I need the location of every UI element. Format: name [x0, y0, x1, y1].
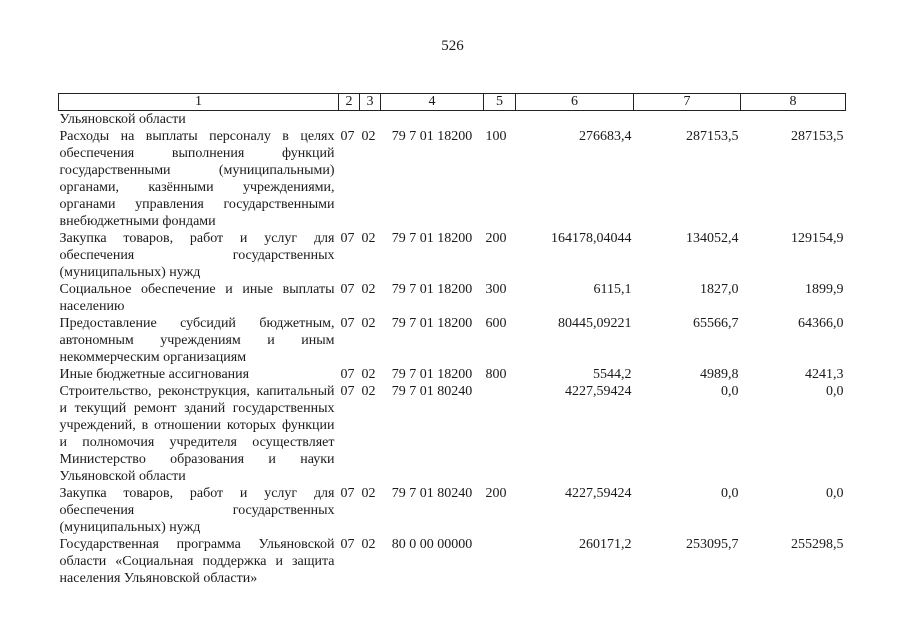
- table-row: [59, 536, 846, 587]
- row-value-col7: 287153,5: [686, 129, 739, 144]
- row-section: 07: [340, 486, 355, 501]
- row-value-col8: 0,0: [826, 486, 844, 501]
- row-value-col6: 164178,04044: [551, 231, 632, 246]
- row-name: Иные бюджетные ассигнования: [59, 367, 250, 382]
- row-name: Ульяновской области: [59, 112, 186, 127]
- row-name: Предоставление субсидий бюджетным, автономным учреждениям и иным некоммерческим организациям: [59, 316, 335, 365]
- row-value-col7: 1827,0: [700, 282, 739, 297]
- row-expense-type: 100: [485, 129, 507, 144]
- row-subsection: 02: [361, 537, 376, 552]
- row-value-col6: 80445,09221: [558, 316, 632, 331]
- column-header-4: 4: [381, 94, 484, 111]
- row-subsection: 02: [361, 282, 376, 297]
- row-value-col6: 6115,1: [593, 282, 632, 297]
- budget-table: [58, 93, 846, 587]
- row-target-article: 79 7 01 80240: [391, 384, 473, 399]
- row-target-article: 79 7 01 18200: [391, 129, 473, 144]
- table-row: [59, 315, 846, 366]
- row-name: Социальное обеспечение и иные выплаты населению: [59, 282, 335, 314]
- row-subsection: 02: [361, 129, 376, 144]
- row-value-col8: 287153,5: [791, 129, 844, 144]
- table-row: [59, 366, 846, 383]
- row-value-col7: 0,0: [721, 384, 739, 399]
- row-value-col6: 260171,2: [579, 537, 632, 552]
- row-value-col7: 134052,4: [686, 231, 739, 246]
- column-header-8: 8: [741, 94, 846, 111]
- row-expense-type: [484, 111, 516, 129]
- row-name: Расходы на выплаты персоналу в целях обеспечения выполнения функций государственными (муниципальными) органами, казёнными учреждениями, органами управления государственными внебюджетными фондами: [59, 129, 335, 229]
- table-row: [59, 111, 846, 129]
- row-target-article: [381, 111, 484, 129]
- row-section: 07: [340, 231, 355, 246]
- row-expense-type: 200: [485, 486, 507, 501]
- row-subsection: 02: [361, 316, 376, 331]
- column-header-6: 6: [516, 94, 634, 111]
- row-target-article: 79 7 01 18200: [391, 316, 473, 331]
- row-subsection: [360, 111, 381, 129]
- column-header-1: 1: [59, 94, 339, 111]
- table-row: [59, 485, 846, 536]
- row-expense-type: 800: [485, 367, 507, 382]
- row-target-article: 79 7 01 18200: [391, 367, 473, 382]
- table-row: [59, 281, 846, 315]
- row-name: Закупка товаров, работ и услуг для обеспечения государственных (муниципальных) нужд: [59, 486, 335, 535]
- row-expense-type: [484, 383, 516, 485]
- row-section: [339, 111, 360, 129]
- row-subsection: 02: [361, 384, 376, 399]
- column-header-7: 7: [634, 94, 741, 111]
- column-header-3: 3: [360, 94, 381, 111]
- row-section: 07: [340, 129, 355, 144]
- row-value-col8: 129154,9: [791, 231, 844, 246]
- row-subsection: 02: [361, 231, 376, 246]
- row-section: 07: [340, 384, 355, 399]
- row-section: 07: [340, 316, 355, 331]
- row-value-col6: [516, 111, 634, 129]
- row-expense-type: [484, 536, 516, 587]
- row-subsection: 02: [361, 486, 376, 501]
- column-header-5: 5: [484, 94, 516, 111]
- column-header-2: 2: [339, 94, 360, 111]
- row-value-col6: 5544,2: [593, 367, 632, 382]
- row-value-col7: 253095,7: [686, 537, 739, 552]
- row-value-col6: 4227,59424: [565, 486, 632, 501]
- row-value-col8: 64366,0: [798, 316, 844, 331]
- row-target-article: 79 7 01 18200: [391, 282, 473, 297]
- row-value-col8: 4241,3: [805, 367, 844, 382]
- row-name: Строительство, реконструкция, капитальный и текущий ремонт зданий государственных учреждений, в отношении которых функции и полномочия учредителя осуществляет Министерство образования и науки Ульяновской области: [59, 384, 335, 484]
- table-row: [59, 128, 846, 230]
- table-row: [59, 383, 846, 485]
- row-name: Государственная программа Ульяновской области «Социальная поддержка и защита населения Ульяновской области»: [59, 537, 335, 586]
- page-number: 526: [441, 38, 464, 54]
- row-section: 07: [340, 537, 355, 552]
- row-value-col7: 0,0: [721, 486, 739, 501]
- table-header-row: [59, 94, 846, 111]
- row-target-article: 79 7 01 80240: [391, 486, 473, 501]
- row-expense-type: 300: [485, 282, 507, 297]
- row-section: 07: [340, 367, 355, 382]
- row-value-col6: 4227,59424: [565, 384, 632, 399]
- row-value-col7: 4989,8: [700, 367, 739, 382]
- row-value-col7: [634, 111, 741, 129]
- row-value-col6: 276683,4: [579, 129, 632, 144]
- row-value-col7: 65566,7: [693, 316, 739, 331]
- row-expense-type: 600: [485, 316, 507, 331]
- row-value-col8: [741, 111, 846, 129]
- row-name: Закупка товаров, работ и услуг для обеспечения государственных (муниципальных) нужд: [59, 231, 335, 280]
- row-value-col8: 1899,9: [805, 282, 844, 297]
- row-expense-type: 200: [485, 231, 507, 246]
- row-target-article: 80 0 00 00000: [391, 537, 473, 552]
- row-value-col8: 255298,5: [791, 537, 844, 552]
- row-target-article: 79 7 01 18200: [391, 231, 473, 246]
- row-section: 07: [340, 282, 355, 297]
- row-subsection: 02: [361, 367, 376, 382]
- table-row: [59, 230, 846, 281]
- row-value-col8: 0,0: [826, 384, 844, 399]
